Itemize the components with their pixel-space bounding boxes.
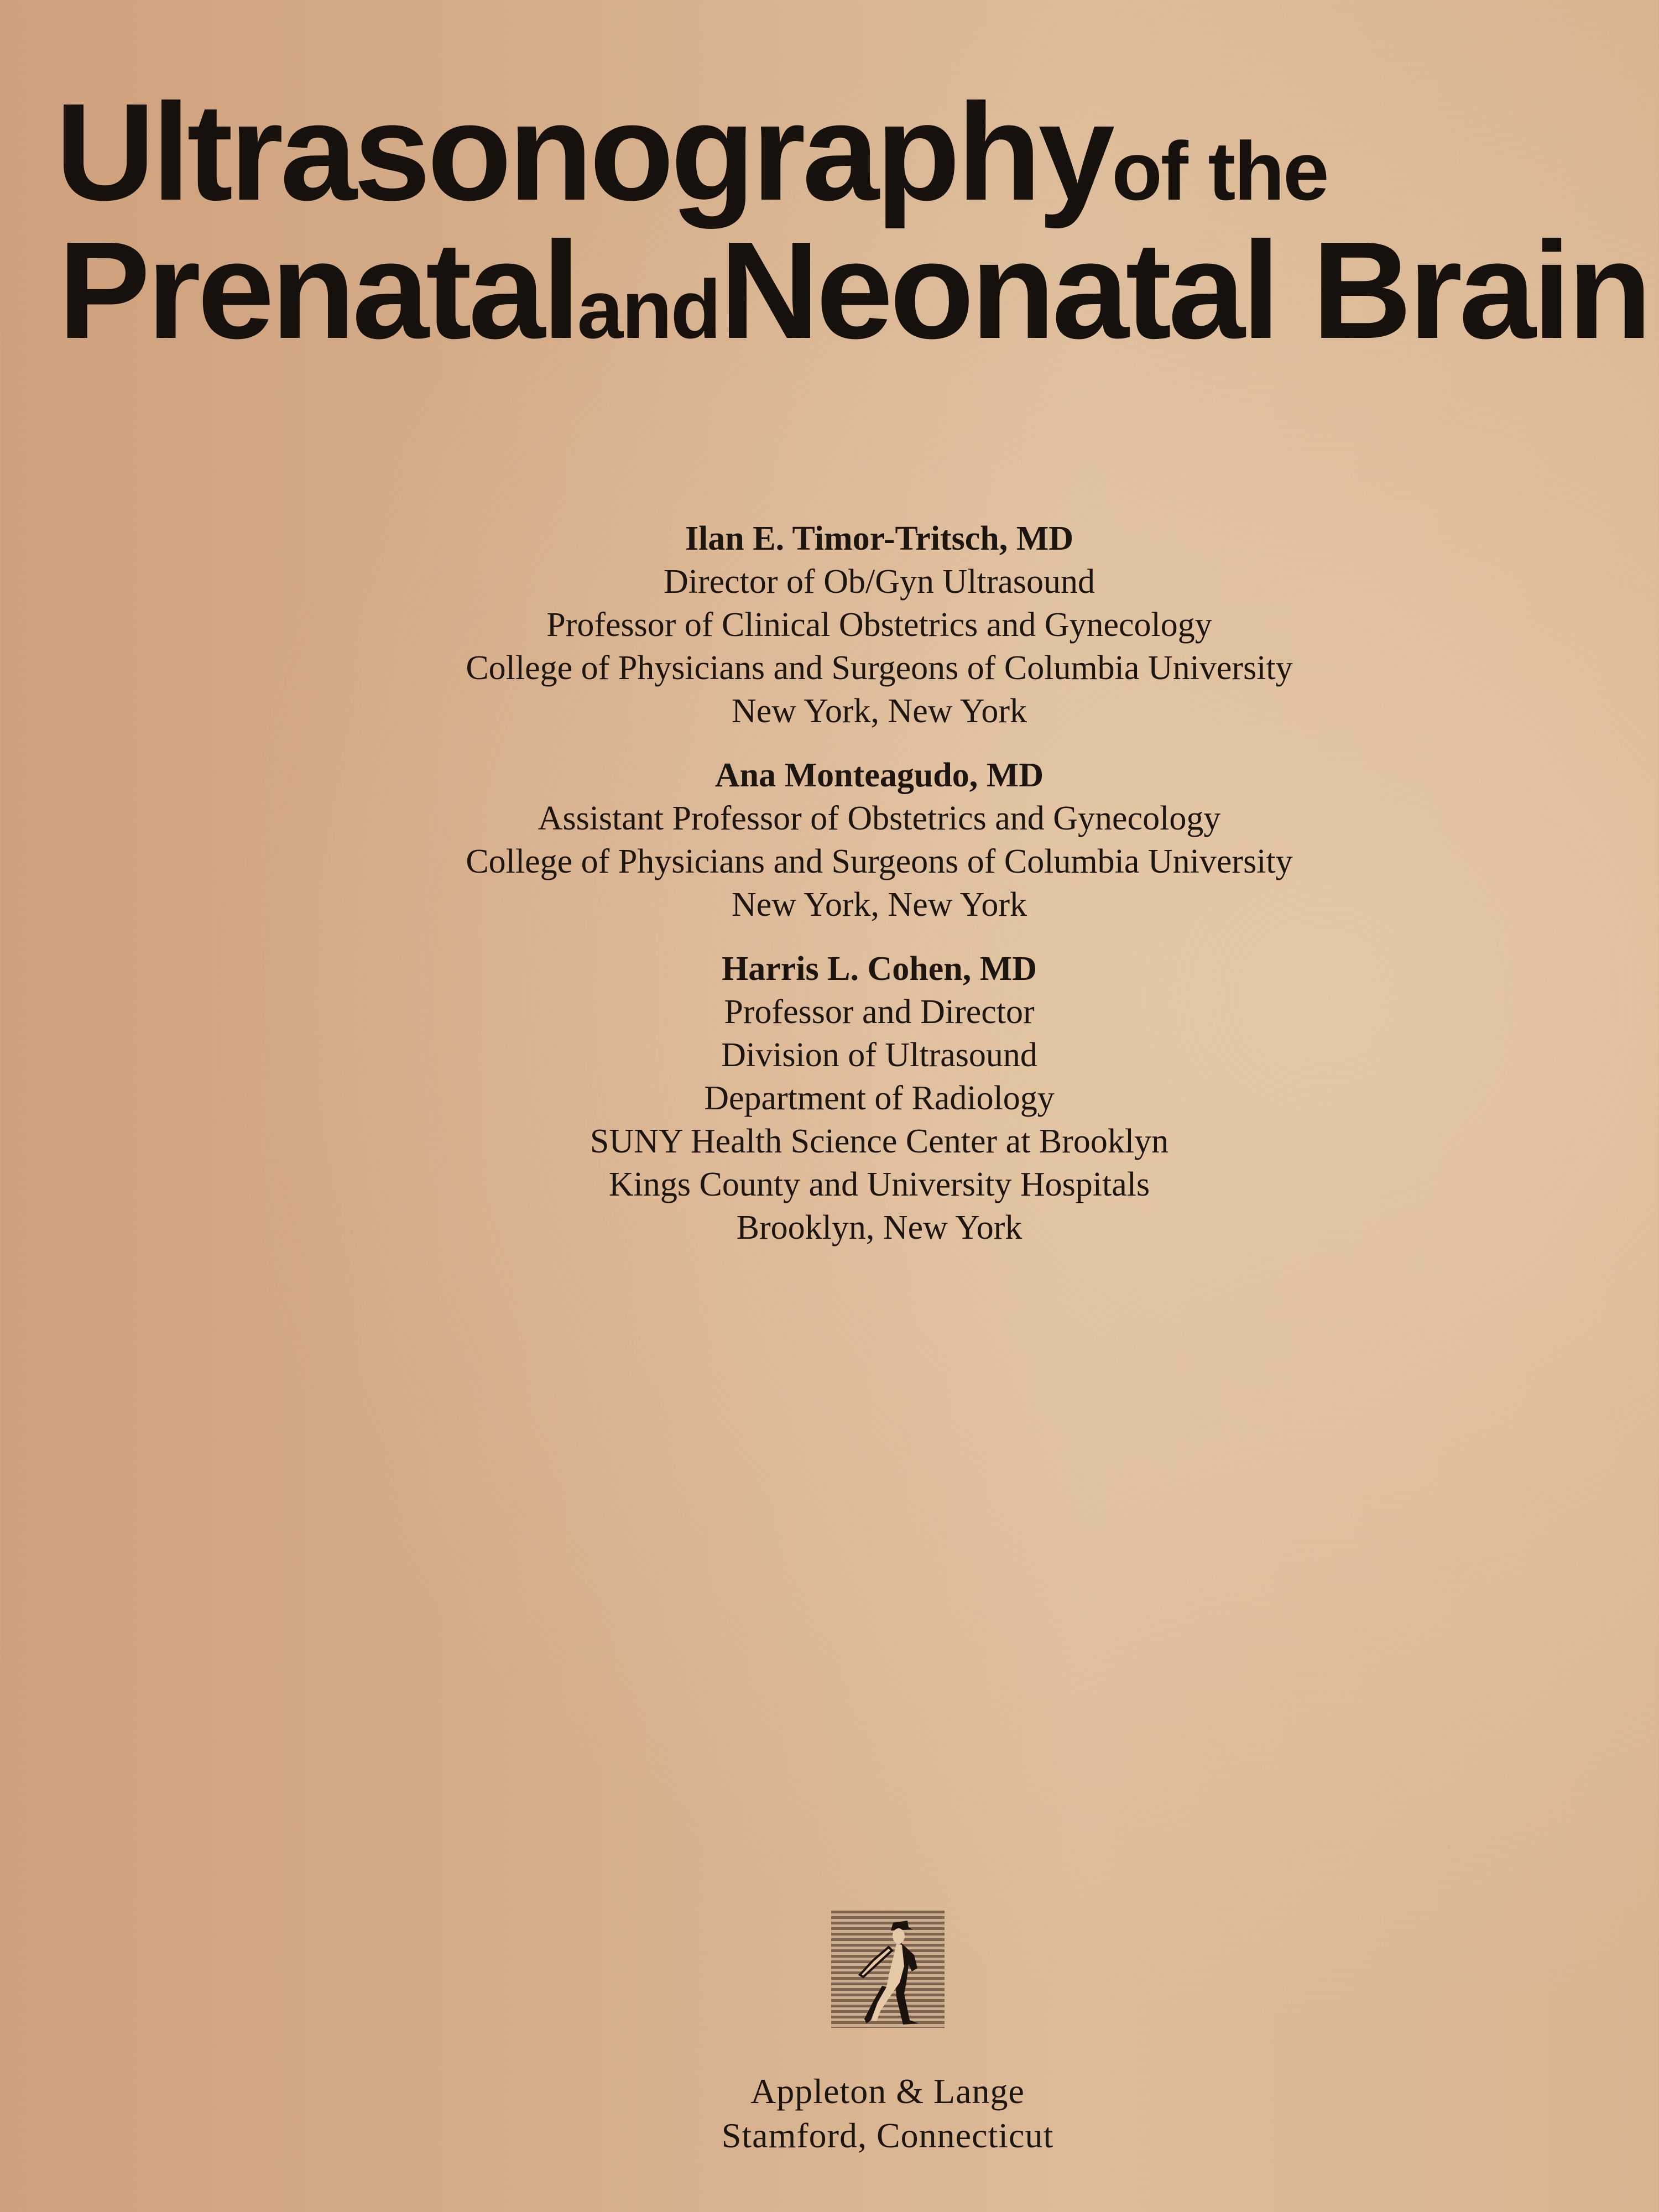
author-name: Harris L. Cohen, MD bbox=[721, 950, 1037, 988]
title-of-the: of the bbox=[1112, 124, 1328, 217]
walking-man-logo-icon bbox=[831, 1911, 945, 2028]
author-block bbox=[0, 754, 1659, 926]
title-line-1 bbox=[55, 75, 1328, 229]
author-affiliation: Professor of Clinical Obstetrics and Gynecology bbox=[546, 606, 1212, 644]
author-affiliation: SUNY Health Science Center at Brooklyn bbox=[589, 1123, 1169, 1160]
author-affiliation: Kings County and University Hospitals bbox=[608, 1166, 1150, 1203]
author-name: Ilan E. Timor-Tritsch, MD bbox=[685, 520, 1074, 557]
author-affiliation: New York, New York bbox=[732, 692, 1027, 730]
author-affiliation: College of Physicians and Surgeons of Columbia University bbox=[466, 649, 1293, 687]
author-affiliation: Department of Radiology bbox=[704, 1079, 1055, 1117]
author-block bbox=[0, 517, 1659, 733]
author-affiliation: Professor and Director bbox=[724, 993, 1035, 1031]
author-affiliation: Director of Ob/Gyn Ultrasound bbox=[664, 563, 1095, 601]
author-name: Ana Monteagudo, MD bbox=[714, 757, 1044, 794]
title-ultrasonography: Ultrasonography bbox=[55, 75, 1112, 229]
title-neonatal-brain: Neonatal Brain bbox=[719, 213, 1649, 367]
author-affiliation: New York, New York bbox=[732, 886, 1027, 924]
author-affiliation: Assistant Professor of Obstetrics and Gynecology bbox=[538, 800, 1221, 837]
author-block bbox=[0, 947, 1659, 1249]
title-prenatal: Prenatal bbox=[58, 213, 577, 367]
author-affiliation: Division of Ultrasound bbox=[721, 1036, 1037, 1074]
author-affiliation: Brooklyn, New York bbox=[736, 1209, 1022, 1246]
title-and: and bbox=[577, 263, 720, 356]
author-list bbox=[0, 517, 1659, 1270]
author-affiliation: College of Physicians and Surgeons of Columbia University bbox=[466, 843, 1293, 880]
publisher-block bbox=[0, 1911, 1659, 2158]
title-line-2 bbox=[58, 213, 1649, 367]
publisher-name: Appleton & Lange bbox=[750, 2072, 1025, 2111]
publisher-place: Stamford, Connecticut bbox=[721, 2116, 1054, 2155]
